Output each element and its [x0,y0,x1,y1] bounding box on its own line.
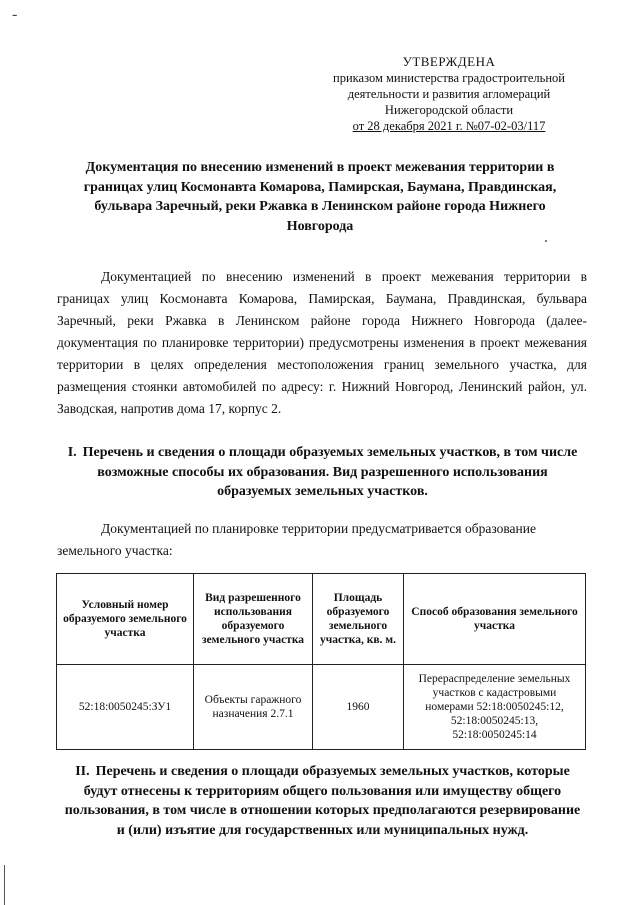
table-header-row [57,574,586,665]
section-1-heading [60,443,585,502]
cell-plot-method: Перераспределение земельных участков с кадастровыми номерами 52:18:0050245:12, 52:18:0050245:13, 52:18:0050245:14 [404,665,586,750]
cell-plot-area: 1960 [313,665,404,750]
land-plot-table [56,573,586,750]
scan-speck [545,240,547,242]
section-number: I. [67,445,77,460]
approval-heading: УТВЕРЖДЕНА [402,54,496,69]
section-text: Перечень и сведения о площади образуемых земельных участков, в том числе возможные способы их образования. Вид разрешенного использования образуемых земельных участков. [82,445,578,499]
approval-line: деятельности и развития агломераций [347,87,551,101]
table-row [57,665,586,750]
header-cell: Вид разрешенного использования образуемого земельного участка [194,574,313,665]
approval-line: Нижегородской области [384,103,514,117]
section-number: II. [75,764,90,779]
document-title: Документация по внесению изменений в проект межевания территории в границах улиц Космонавта Комарова, Памирская, Баумана, Правдинская, бульвара Заречный, реки Ржавка в Ленинском районе города Нижнего Новгорода [83,160,557,234]
lead-paragraph: Документацией по планировке территории предусматривается образование земельного участка: [57,521,536,558]
header-cell: Способ образования земельного участка [404,574,586,665]
section-2-heading [60,762,585,840]
approval-line: приказом министерства градостроительной [333,71,565,85]
cell-plot-id: 52:18:0050245:ЗУ1 [57,665,194,750]
section-text: Перечень и сведения о площади образуемых земельных участков, которые будут отнесены к территориям общего пользования или имуществу общего пользования, в том числе в отношении которых предполагаются резервирование и (или) изъятие для государственных или муниципальных нужд. [64,764,581,838]
cell-plot-use: Объекты гаражного назначения 2.7.1 [194,665,313,750]
header-cell: Условный номер образуемого земельного участка [57,574,194,665]
intro-paragraph: Документацией по внесению изменений в проект межевания территории в границах улиц Космонавта Комарова, Памирская, Баумана, Правдинская, бульвара Заречный, реки Ржавка в Ленинском районе города Нижнего Новгорода (далее-документация по планировке территории) предусмотрены изменения в проект межевания территории в целях определения местоположения границ земельного участка, для размещения стоянки автомобилей по адресу: г. Нижний Новгород, Ленинский район, ул. Заводская, напротив дома 17, корпус 2. [57,269,587,416]
approval-order: от 28 декабря 2021 г. №07-02-03/117 [352,119,546,133]
corner-mark: - [12,6,18,23]
scan-edge-line [4,865,5,905]
header-cell: Площадь образуемого земельного участка, кв. м. [313,574,404,665]
approval-stamp [318,54,580,134]
